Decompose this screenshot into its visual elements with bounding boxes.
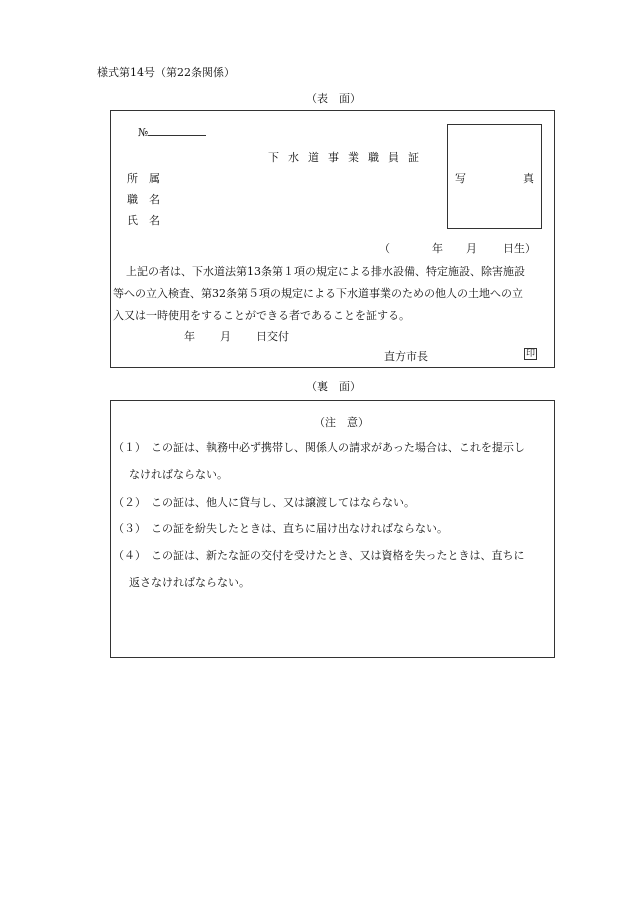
note-number: （３） xyxy=(113,522,146,535)
number-label: № xyxy=(138,126,149,139)
issue-year: 年 xyxy=(184,330,195,343)
form-label: 様式第14号（第22条関係） xyxy=(97,66,235,79)
number-underline xyxy=(148,125,206,136)
birth-day: 日生） xyxy=(503,242,536,255)
photo-label-left: 写 xyxy=(455,172,466,185)
front-heading: （表 面） xyxy=(306,92,361,105)
card-title: 下水道事業職員証 xyxy=(268,151,428,164)
birth-open: （ xyxy=(379,242,390,255)
body-line: 上記の者は、下水道法第13条第１項の規定による排水設備、特定施設、除害施設 xyxy=(126,265,525,278)
issuer: 直方市長 xyxy=(384,350,428,363)
field-name: 氏 名 xyxy=(127,214,160,227)
number-field xyxy=(138,125,206,139)
note-text: 返さなければならない。 xyxy=(129,576,250,589)
notes-title: （注 意） xyxy=(314,416,369,429)
birth-year: 年 xyxy=(432,242,443,255)
note-text: なければならない。 xyxy=(129,468,228,481)
body-line: 等への立入検査、第32条第５項の規定による下水道事業のための他人の土地への立 xyxy=(113,287,523,300)
birth-month: 月 xyxy=(466,242,477,255)
note-number: （２） xyxy=(113,496,146,509)
field-affiliation: 所 属 xyxy=(127,172,160,185)
note-text: この証は、新たな証の交付を受けたとき、又は資格を失ったときは、直ちに xyxy=(151,549,525,562)
issue-month: 月 xyxy=(220,330,231,343)
photo-label-right: 真 xyxy=(523,172,534,185)
note-text: この証を紛失したときは、直ちに届け出なければならない。 xyxy=(151,522,448,535)
note-number: （４） xyxy=(113,549,146,562)
note-text: この証は、執務中必ず携帯し、関係人の請求があった場合は、これを提示し xyxy=(151,441,525,454)
body-line: 入又は一時使用をすることができる者であることを証する。 xyxy=(113,309,410,322)
back-heading: （裏 面） xyxy=(306,380,361,393)
field-position: 職 名 xyxy=(127,193,160,206)
issue-day: 日交付 xyxy=(256,330,289,343)
note-number: （１） xyxy=(113,441,146,454)
seal-mark: 印 xyxy=(526,349,536,359)
note-text: この証は、他人に貸与し、又は譲渡してはならない。 xyxy=(151,496,415,509)
